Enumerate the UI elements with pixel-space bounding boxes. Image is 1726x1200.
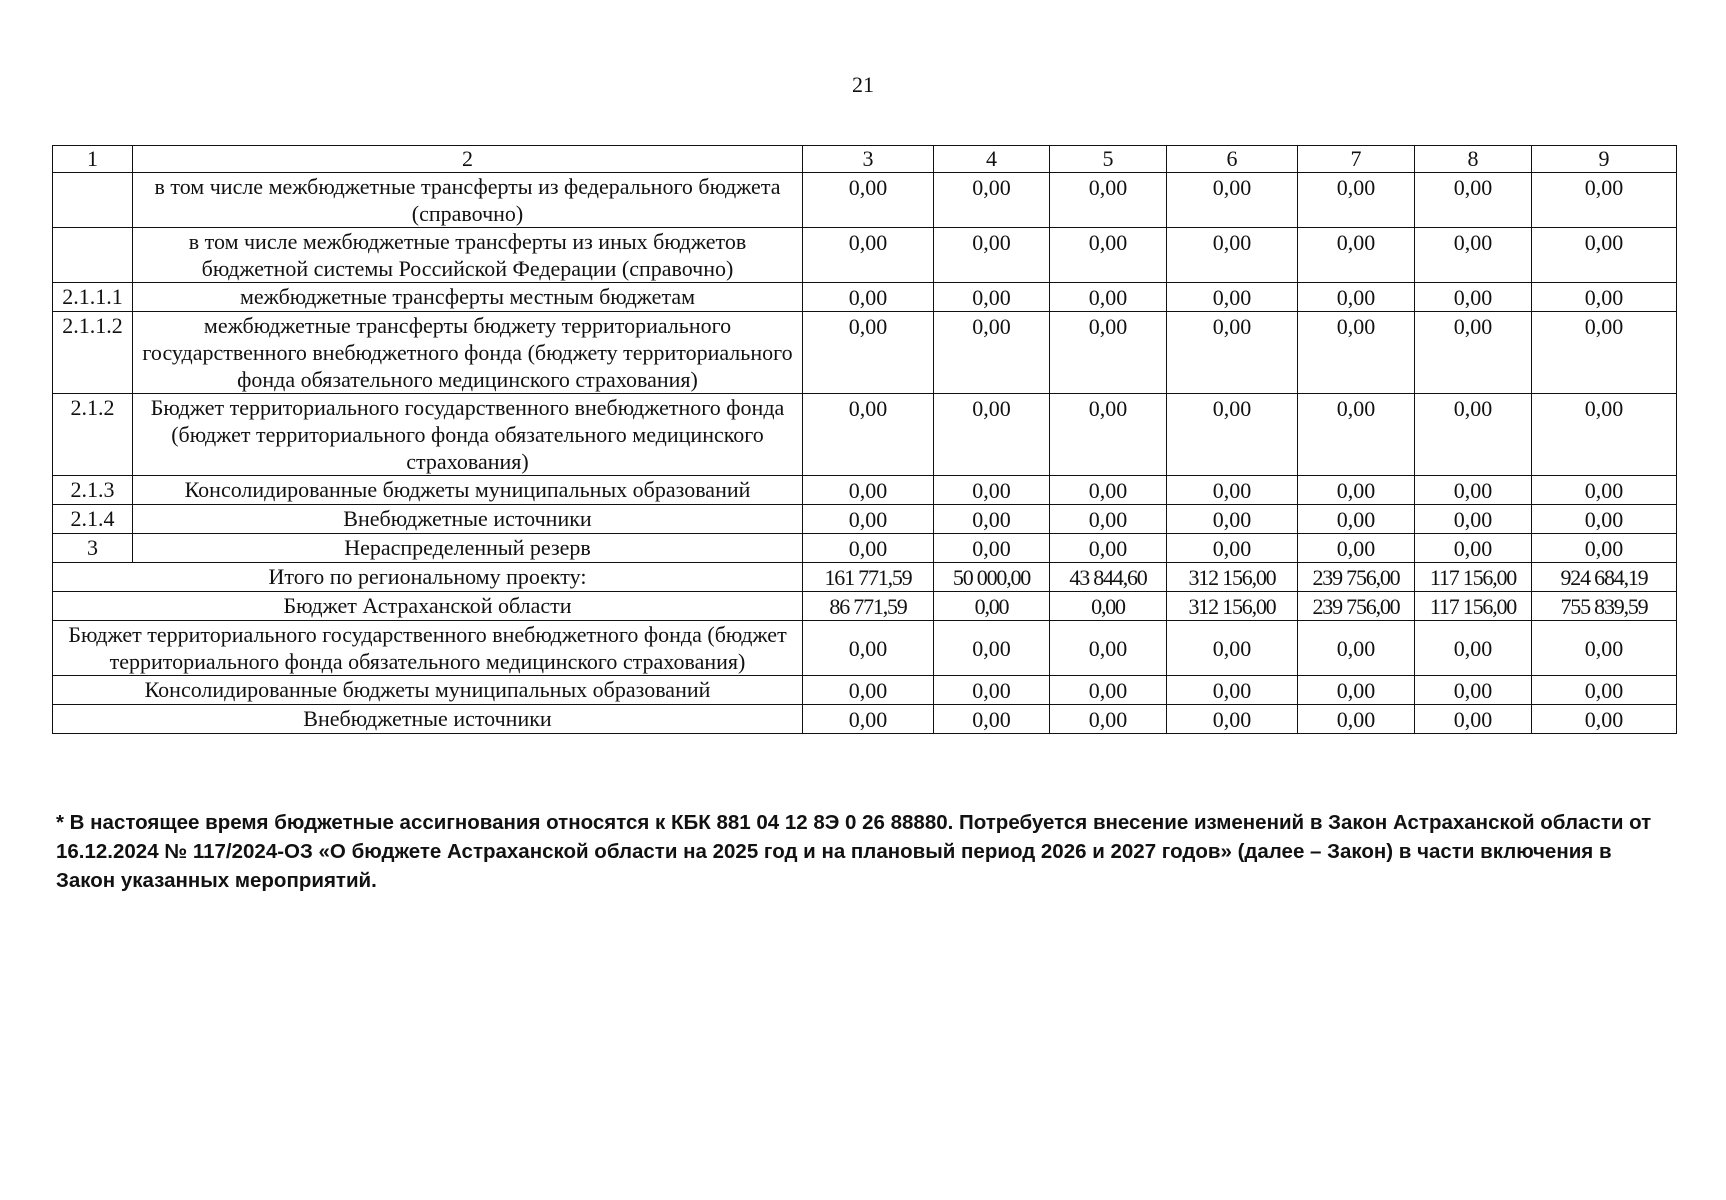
cell-value: 0,00 xyxy=(934,476,1050,505)
cell-value: 0,00 xyxy=(1298,228,1415,283)
cell-value: 0,00 xyxy=(1532,505,1677,534)
cell-value: 924 684,19 xyxy=(1532,563,1677,592)
cell-value: 0,00 xyxy=(803,676,934,705)
cell-value: 0,00 xyxy=(1532,705,1677,734)
cell-value: 0,00 xyxy=(1415,173,1532,228)
cell-value: 0,00 xyxy=(1532,621,1677,676)
row-name: Консолидированные бюджеты муниципальных образований xyxy=(133,476,803,505)
table-row xyxy=(53,505,1677,534)
cell-value: 0,00 xyxy=(1050,705,1167,734)
cell-value: 0,00 xyxy=(1050,505,1167,534)
column-header: 7 xyxy=(1298,146,1415,173)
row-code: 2.1.2 xyxy=(53,394,133,476)
total-row xyxy=(53,705,1677,734)
cell-value: 161 771,59 xyxy=(803,563,934,592)
cell-value: 0,00 xyxy=(934,592,1050,621)
total-row-name: Консолидированные бюджеты муниципальных образований xyxy=(53,676,803,705)
column-header: 1 xyxy=(53,146,133,173)
cell-value: 0,00 xyxy=(1415,394,1532,476)
row-code: 3 xyxy=(53,534,133,563)
total-row-name: Бюджет территориального государственного внебюджетного фонда (бюджет территориального фонда обязательного медицинского страхования) xyxy=(53,621,803,676)
cell-value: 0,00 xyxy=(1050,173,1167,228)
cell-value: 0,00 xyxy=(803,534,934,563)
cell-value: 117 156,00 xyxy=(1415,592,1532,621)
cell-value: 0,00 xyxy=(1167,705,1298,734)
cell-value: 0,00 xyxy=(1167,283,1298,312)
cell-value: 0,00 xyxy=(934,534,1050,563)
row-code: 2.1.1.2 xyxy=(53,312,133,394)
cell-value: 0,00 xyxy=(1415,705,1532,734)
cell-value: 755 839,59 xyxy=(1532,592,1677,621)
cell-value: 0,00 xyxy=(1167,312,1298,394)
cell-value: 0,00 xyxy=(1167,621,1298,676)
cell-value: 0,00 xyxy=(934,283,1050,312)
cell-value: 0,00 xyxy=(1167,173,1298,228)
cell-value: 0,00 xyxy=(803,505,934,534)
cell-value: 0,00 xyxy=(1050,476,1167,505)
cell-value: 0,00 xyxy=(934,394,1050,476)
cell-value: 0,00 xyxy=(1167,228,1298,283)
row-name: в том числе межбюджетные трансферты из федерального бюджета (справочно) xyxy=(133,173,803,228)
cell-value: 0,00 xyxy=(1298,394,1415,476)
cell-value: 0,00 xyxy=(1415,283,1532,312)
table-row xyxy=(53,534,1677,563)
cell-value: 0,00 xyxy=(1050,676,1167,705)
total-row-name: Итого по региональному проекту: xyxy=(53,563,803,592)
cell-value: 0,00 xyxy=(934,173,1050,228)
row-name: межбюджетные трансферты бюджету территориального государственного внебюджетного фонда (бюджету территориального фонда обязательного медицинского страхования) xyxy=(133,312,803,394)
row-name: Нераспределенный резерв xyxy=(133,534,803,563)
cell-value: 0,00 xyxy=(1298,173,1415,228)
cell-value: 0,00 xyxy=(1167,394,1298,476)
cell-value: 0,00 xyxy=(1415,534,1532,563)
cell-value: 0,00 xyxy=(1532,476,1677,505)
cell-value: 0,00 xyxy=(803,476,934,505)
cell-value: 117 156,00 xyxy=(1415,563,1532,592)
cell-value: 0,00 xyxy=(934,676,1050,705)
cell-value: 50 000,00 xyxy=(934,563,1050,592)
cell-value: 0,00 xyxy=(803,283,934,312)
cell-value: 0,00 xyxy=(803,173,934,228)
budget-table xyxy=(52,145,1677,734)
cell-value: 0,00 xyxy=(803,228,934,283)
total-row xyxy=(53,563,1677,592)
cell-value: 0,00 xyxy=(1167,676,1298,705)
cell-value: 43 844,60 xyxy=(1050,563,1167,592)
cell-value: 0,00 xyxy=(934,505,1050,534)
cell-value: 0,00 xyxy=(1298,476,1415,505)
cell-value: 0,00 xyxy=(1298,283,1415,312)
column-header: 2 xyxy=(133,146,803,173)
cell-value: 0,00 xyxy=(1415,621,1532,676)
cell-value: 0,00 xyxy=(1167,505,1298,534)
cell-value: 0,00 xyxy=(1532,394,1677,476)
cell-value: 0,00 xyxy=(1050,621,1167,676)
cell-value: 0,00 xyxy=(803,621,934,676)
cell-value: 0,00 xyxy=(1050,394,1167,476)
column-header: 6 xyxy=(1167,146,1298,173)
page-number: 21 xyxy=(852,72,874,97)
cell-value: 0,00 xyxy=(1050,228,1167,283)
table-row xyxy=(53,173,1677,228)
row-code: 2.1.3 xyxy=(53,476,133,505)
cell-value: 0,00 xyxy=(1415,505,1532,534)
column-header: 8 xyxy=(1415,146,1532,173)
cell-value: 0,00 xyxy=(1415,228,1532,283)
cell-value: 312 156,00 xyxy=(1167,592,1298,621)
row-name: Внебюджетные источники xyxy=(133,505,803,534)
cell-value: 0,00 xyxy=(1167,476,1298,505)
total-row-name: Внебюджетные источники xyxy=(53,705,803,734)
row-name: в том числе межбюджетные трансферты из иных бюджетов бюджетной системы Российской Федерации (справочно) xyxy=(133,228,803,283)
cell-value: 0,00 xyxy=(1298,621,1415,676)
cell-value: 0,00 xyxy=(1532,173,1677,228)
cell-value: 0,00 xyxy=(1050,283,1167,312)
cell-value: 0,00 xyxy=(1415,476,1532,505)
table-row xyxy=(53,476,1677,505)
cell-value: 0,00 xyxy=(1298,312,1415,394)
table-row xyxy=(53,283,1677,312)
column-header: 9 xyxy=(1532,146,1677,173)
table-row xyxy=(53,312,1677,394)
cell-value: 0,00 xyxy=(1050,592,1167,621)
cell-value: 0,00 xyxy=(1298,505,1415,534)
cell-value: 0,00 xyxy=(803,312,934,394)
cell-value: 0,00 xyxy=(1167,534,1298,563)
cell-value: 0,00 xyxy=(1532,228,1677,283)
cell-value: 0,00 xyxy=(803,394,934,476)
cell-value: 0,00 xyxy=(1298,705,1415,734)
table-header-row xyxy=(53,146,1677,173)
cell-value: 239 756,00 xyxy=(1298,563,1415,592)
cell-value: 0,00 xyxy=(1050,534,1167,563)
table-row xyxy=(53,394,1677,476)
cell-value: 239 756,00 xyxy=(1298,592,1415,621)
row-code xyxy=(53,228,133,283)
total-row-name: Бюджет Астраханской области xyxy=(53,592,803,621)
row-code xyxy=(53,173,133,228)
table-row xyxy=(53,228,1677,283)
cell-value: 0,00 xyxy=(934,705,1050,734)
cell-value: 0,00 xyxy=(1415,312,1532,394)
cell-value: 0,00 xyxy=(1532,312,1677,394)
cell-value: 0,00 xyxy=(934,312,1050,394)
total-row xyxy=(53,676,1677,705)
cell-value: 0,00 xyxy=(803,705,934,734)
cell-value: 0,00 xyxy=(1298,534,1415,563)
column-header: 3 xyxy=(803,146,934,173)
row-name: Бюджет территориального государственного внебюджетного фонда (бюджет территориального фонда обязательного медицинского страхования) xyxy=(133,394,803,476)
row-code: 2.1.1.1 xyxy=(53,283,133,312)
total-row xyxy=(53,592,1677,621)
column-header: 4 xyxy=(934,146,1050,173)
cell-value: 0,00 xyxy=(934,621,1050,676)
column-header: 5 xyxy=(1050,146,1167,173)
cell-value: 0,00 xyxy=(1532,283,1677,312)
cell-value: 86 771,59 xyxy=(803,592,934,621)
cell-value: 0,00 xyxy=(1050,312,1167,394)
cell-value: 0,00 xyxy=(1532,676,1677,705)
cell-value: 0,00 xyxy=(1298,676,1415,705)
row-name: межбюджетные трансферты местным бюджетам xyxy=(133,283,803,312)
cell-value: 0,00 xyxy=(934,228,1050,283)
cell-value: 0,00 xyxy=(1415,676,1532,705)
total-row xyxy=(53,621,1677,676)
footnote: * В настоящее время бюджетные ассигнования относятся к КБК 881 04 12 8Э 0 26 88880. Потребуется внесение изменений в Закон Астраханской области от 16.12.2024 № 117/2024-ОЗ «О бюджете Астраханской области на 2025 год и на плановый период 2026 и 2027 годов» (далее – Закон) в части включения в Закон указанных мероприятий. xyxy=(56,811,1652,892)
cell-value: 0,00 xyxy=(1532,534,1677,563)
cell-value: 312 156,00 xyxy=(1167,563,1298,592)
row-code: 2.1.4 xyxy=(53,505,133,534)
